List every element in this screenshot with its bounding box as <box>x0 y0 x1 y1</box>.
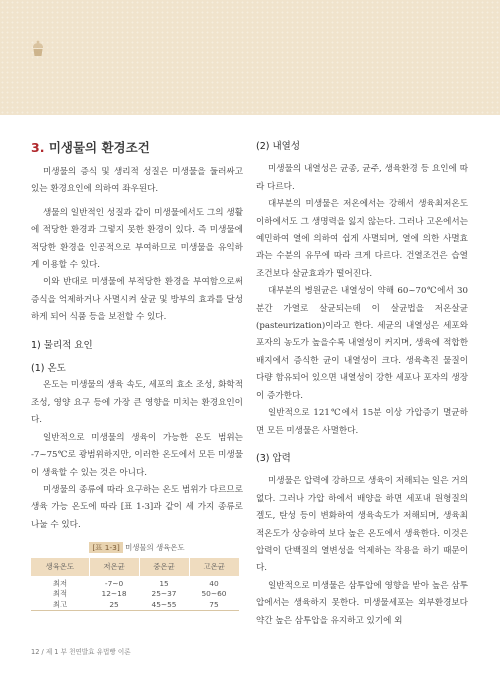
table-cell: 12~18 <box>101 589 127 599</box>
paragraph: 온도는 미생물의 생육 속도, 세포의 효소 조성, 화학적 조성, 영양 요구 등에 가장 큰 영향을 미치는 환경요인이다. <box>31 380 243 426</box>
data-table <box>31 558 239 611</box>
table-cell: 25~37 <box>151 589 177 599</box>
paragraph: 대부분의 병원균은 내열성이 약해 60~70℃에서 30분간 가열로 살균되는데 이 살균법을 저온살균(pasteurization)이라고 한다. 세균의 내열성은 세포와 포자의 농도가 높을수록 내열성이 커지며, 생육에 적합한 배지에서 증식한 균이 내열성이 크다. 생육촉진 물질이 다량 함유되어 있으면 내열성이 강한 세포나 포자의 생장이 증가한다. <box>256 286 468 401</box>
footer-part-title: 제 1 부 천연발효 유법빵 이론 <box>45 648 131 656</box>
section-title-text: 미생물의 환경조건 <box>48 140 150 155</box>
page-footer <box>31 646 131 656</box>
table-row <box>31 589 239 600</box>
growth-temperature-table <box>31 542 243 611</box>
right-column <box>256 138 468 630</box>
table-caption <box>31 542 243 554</box>
table-caption-tag: [표 1-3] <box>89 542 122 553</box>
table-cell: 45~55 <box>151 599 177 609</box>
subsection-title: 1) 물리적 요인 <box>31 339 93 351</box>
table-header-cell: 고온균 <box>189 558 239 575</box>
row-label: 최적 <box>52 589 68 599</box>
table-cell: 15 <box>159 578 169 588</box>
section-title <box>31 138 243 158</box>
table-caption-text: 미생물의 생육온도 <box>125 543 185 553</box>
row-label: 최고 <box>52 599 68 609</box>
paragraph: 미생물의 종류에 따라 요구하는 온도 범위가 다르므로 생육 가능 온도에 따라 [표 1-3]과 같이 세 가지 종류로 나눌 수 있다. <box>31 484 243 530</box>
section-number: 3. <box>31 140 45 155</box>
subsubsection-title: (3) 압력 <box>256 452 291 464</box>
paragraph: 이와 반대로 미생물에 부적당한 환경을 부여함으로써 증식을 억제하거나 사멸시켜 살균 및 방부의 효과를 달성하게 되어 식품 등을 보전할 수 있다. <box>31 277 243 323</box>
paragraph: 미생물은 압력에 강하므로 생육이 저해되는 일은 거의 없다. 그러나 가압 하에서 배양을 하면 세포내 원형질의 겔도, 탄성 등이 변화하여 생육속도가 저해되며, 생육최적온도가 상승하여 보다 높은 온도에서 생육한다. 이것은 압력이 단백질의 열변성을 억제하는 작용을 하기 때문이다. <box>256 476 468 574</box>
subsubsection-title: (1) 온도 <box>31 363 66 375</box>
row-label: 최저 <box>52 578 68 588</box>
paragraph: 미생물의 증식 및 생리적 성질은 미생물을 둘러싸고 있는 환경요인에 의하여 좌우된다. <box>31 167 243 195</box>
paragraph: 일반적으로 미생물은 삼투압에 영향을 받아 높은 삼투압에서는 생육하지 못한다. 미생물세포는 외부환경보다 약간 높은 삼투압을 유지하고 있기에 외 <box>256 580 468 626</box>
table-cell: 50~60 <box>201 589 227 599</box>
table-header-cell: 중온균 <box>139 558 189 575</box>
table-row <box>31 600 239 611</box>
paragraph: 일반적으로 121℃에서 15분 이상 가압증기 멸균하면 모든 미생물은 사멸한다. <box>256 408 468 436</box>
table-cell: -7~0 <box>104 578 124 588</box>
paragraph: 대부분의 미생물은 저온에서는 강해서 생육최저온도 이하에서도 그 생명력을 잃지 않는다. 그러나 고온에서는 예민하여 열에 의하여 쉽게 사멸되며, 열에 의한 사멸효과는 수분의 유무에 따라 크게 다르다. 건열조건은 습열조건보다 살균효과가 떨어진다. <box>256 199 468 279</box>
table-row <box>31 576 239 590</box>
table-header-cell: 생육온도 <box>31 558 89 575</box>
subsubsection-title: (2) 내열성 <box>256 141 301 152</box>
paragraph: 생물의 일반적인 성질과 같이 미생물에서도 그의 생활에 적당한 환경과 그렇지 못한 환경이 있다. 즉 미생물에 적당한 환경을 인공적으로 부여하므로 미생물을 유익하게 이용할 수 있다. <box>31 207 243 271</box>
table-header-cell: 저온균 <box>89 558 139 575</box>
paragraph: 일반적으로 미생물의 생육이 가능한 온도 범위는 -7~75℃로 광범위하지만, 이러한 온도에서 모든 미생물이 생육할 수 있는 것은 아니다. <box>31 432 243 478</box>
table-cell: 25 <box>109 599 119 609</box>
header-band <box>0 0 500 115</box>
footer-separator: / <box>41 648 44 656</box>
cupcake-icon <box>31 40 45 58</box>
page-number: 12 <box>31 648 40 656</box>
table-cell: 75 <box>209 599 219 609</box>
left-column <box>31 138 243 611</box>
paragraph: 미생물의 내열성은 균종, 균주, 생육환경 등 요인에 따라 다르다. <box>256 164 468 192</box>
table-cell: 40 <box>209 578 219 588</box>
